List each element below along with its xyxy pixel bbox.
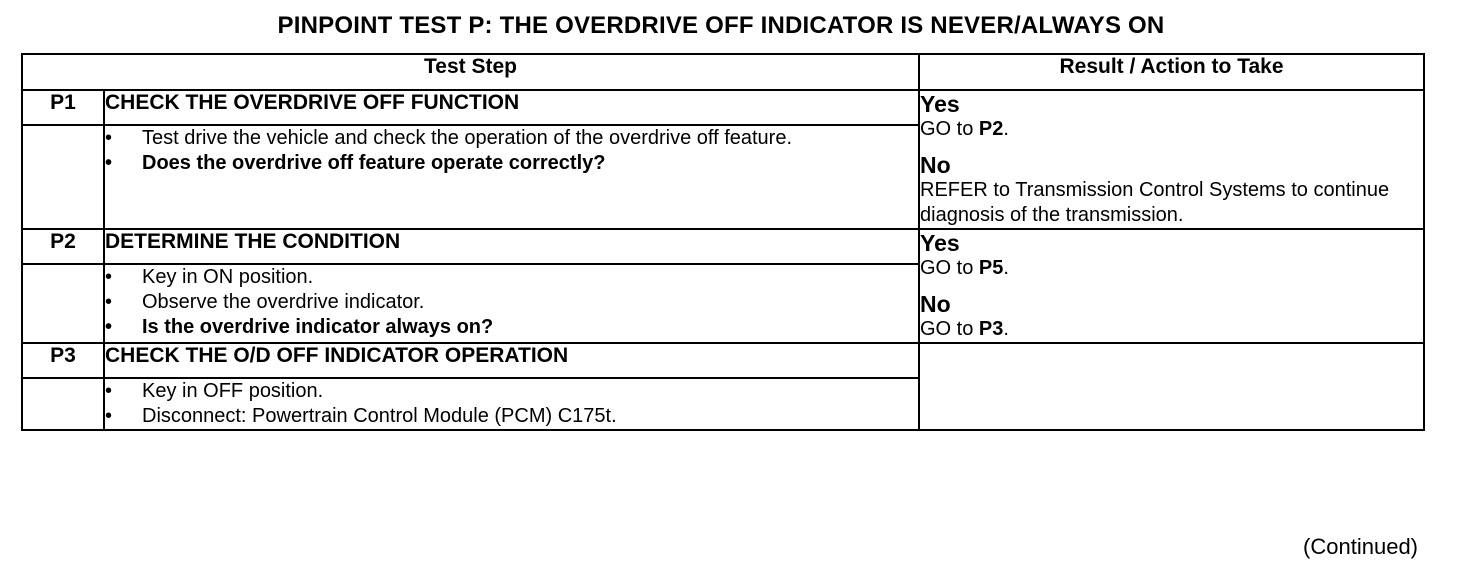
yes-target: P2 (978, 118, 1004, 140)
no-label: No (920, 152, 951, 178)
pinpoint-test-table (21, 53, 1425, 431)
no-target: P3 (978, 318, 1004, 340)
no-action (920, 317, 1423, 342)
step-id: P1 (22, 90, 104, 125)
no-action-prefix: GO to (920, 318, 979, 340)
blank-cell (22, 378, 104, 430)
step-result (919, 90, 1424, 229)
yes-label: Yes (920, 230, 960, 256)
no-action: REFER to Transmission Control Systems to continue diagnosis of the transmission. (920, 179, 1390, 226)
step-title: DETERMINE THE CONDITION (104, 229, 919, 264)
test-step-header: Test Step (22, 54, 919, 90)
yes-action-suffix: . (1003, 257, 1009, 279)
yes-action (920, 117, 1423, 142)
yes-action-prefix: GO to (920, 257, 979, 279)
continued-note: (Continued) (1303, 534, 1418, 559)
step-body (104, 264, 919, 343)
step-bullet: • Test drive the vehicle and check the operation of the overdrive off feature. (105, 126, 918, 151)
step-title-row (22, 229, 1424, 264)
step-bullet: • Observe the overdrive indicator. (105, 290, 918, 315)
table-header-row (22, 54, 1424, 90)
step-id: P2 (22, 229, 104, 264)
step-question: • Does the overdrive off feature operate correctly? (105, 151, 918, 176)
step-title: CHECK THE O/D OFF INDICATOR OPERATION (104, 343, 919, 378)
result-action-header: Result / Action to Take (919, 54, 1424, 90)
yes-action-suffix: . (1003, 118, 1009, 140)
step-bullet: • Key in OFF position. (105, 379, 918, 404)
step-bullet: • Disconnect: Powertrain Control Module (PCM) C175t. (105, 404, 918, 429)
yes-label: Yes (920, 91, 960, 117)
yes-target: P5 (978, 257, 1004, 279)
step-id: P3 (22, 343, 104, 378)
step-body (104, 378, 919, 430)
blank-cell (22, 125, 104, 229)
step-title: CHECK THE OVERDRIVE OFF FUNCTION (104, 90, 919, 125)
yes-action-prefix: GO to (920, 118, 979, 140)
blank-cell (22, 264, 104, 343)
step-result (919, 343, 1424, 430)
no-action-suffix: . (1003, 318, 1009, 340)
yes-action (920, 256, 1423, 281)
step-title-row (22, 90, 1424, 125)
step-bullet: • Key in ON position. (105, 265, 918, 290)
step-body (104, 125, 919, 229)
page-title: PINPOINT TEST P: THE OVERDRIVE OFF INDICATOR IS NEVER/ALWAYS ON (277, 12, 1165, 39)
step-title-row (22, 343, 1424, 378)
no-label: No (920, 291, 951, 317)
step-result (919, 229, 1424, 343)
step-question: • Is the overdrive indicator always on? (105, 315, 918, 340)
